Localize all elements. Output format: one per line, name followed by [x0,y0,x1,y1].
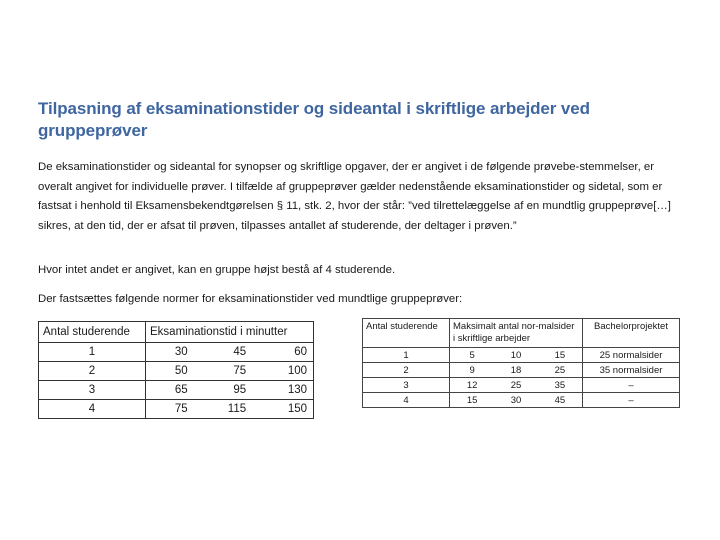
table-cell: 75 [146,400,194,419]
table-cell: – [583,378,680,393]
table-cell: 35 normalsider [583,363,680,378]
table-cell: 60 [252,343,313,362]
column-header: Maksimalt antal nor-malsider i skriftlige arbejder [450,319,583,348]
exam-time-table [38,321,314,419]
table-row [363,378,680,393]
table-cell: 3 [363,378,450,393]
column-header: Eksaminationstid i minutter [146,322,314,343]
table-cell: 45 [538,393,583,408]
table-cell: 35 [538,378,583,393]
norms-paragraph: Der fastsættes følgende normer for eksaminationstider ved mundtlige gruppeprøver: [38,293,463,305]
page-title: Tilpasning af eksaminationstider og sideantal i skriftlige arbejder ved gruppeprøver [38,99,590,140]
table-cell: 30 [494,393,537,408]
table-cell: 1 [363,348,450,363]
table-row [363,393,680,408]
table-row [39,362,314,381]
table-cell: 65 [146,381,194,400]
table-cell: 50 [146,362,194,381]
table-cell: 25 [494,378,537,393]
table-cell: 9 [450,363,495,378]
table-cell: 2 [363,363,450,378]
column-header: Antal studerende [363,319,450,348]
table-cell: 150 [252,400,313,419]
table-header-row [363,319,680,348]
table-cell: 95 [194,381,253,400]
table-cell: 25 [538,363,583,378]
table-cell: 12 [450,378,495,393]
table-header-row [39,322,314,343]
table-cell: 10 [494,348,537,363]
table-row [363,348,680,363]
table-cell: 5 [450,348,495,363]
page-count-table [362,318,680,408]
table-row [39,400,314,419]
table-cell: 4 [363,393,450,408]
table-cell: 45 [194,343,253,362]
column-header: Bachelorprojektet [583,319,680,348]
table-cell: 3 [39,381,146,400]
table-cell: 2 [39,362,146,381]
group-size-paragraph: Hvor intet andet er angivet, kan en gruppe højst bestå af 4 studerende. [38,264,396,276]
table-cell: 75 [194,362,253,381]
table-cell: 115 [194,400,253,419]
table-cell: 15 [450,393,495,408]
table-cell: 100 [252,362,313,381]
table-cell: 15 [538,348,583,363]
table-row [39,381,314,400]
table-cell: 30 [146,343,194,362]
table-cell: 130 [252,381,313,400]
table-cell: 25 normalsider [583,348,680,363]
column-header: Antal studerende [39,322,146,343]
table-cell: – [583,393,680,408]
intro-paragraph: De eksaminationstider og sideantal for synopser og skriftlige opgaver, der er angivet i de følgende prøvebe-stemmelser, er overalt angivet for individuelle prøver. I tilfælde af gruppeprøver gælder nedenstående eksaminationstider og sidetal, som er fastsat i henhold til Eksamensbekendtgørelsen § 11, stk. 2, hvor der står: ”ved tilrettelæggelse af en mundtlig gruppeprøve[…] sikres, at den tid, der er afsat til prøven, tilpasses antallet af studerende, der deltager i prøven.” [38,161,671,232]
table-row [39,343,314,362]
table-cell: 4 [39,400,146,419]
table-cell: 18 [494,363,537,378]
table-row [363,363,680,378]
table-cell: 1 [39,343,146,362]
